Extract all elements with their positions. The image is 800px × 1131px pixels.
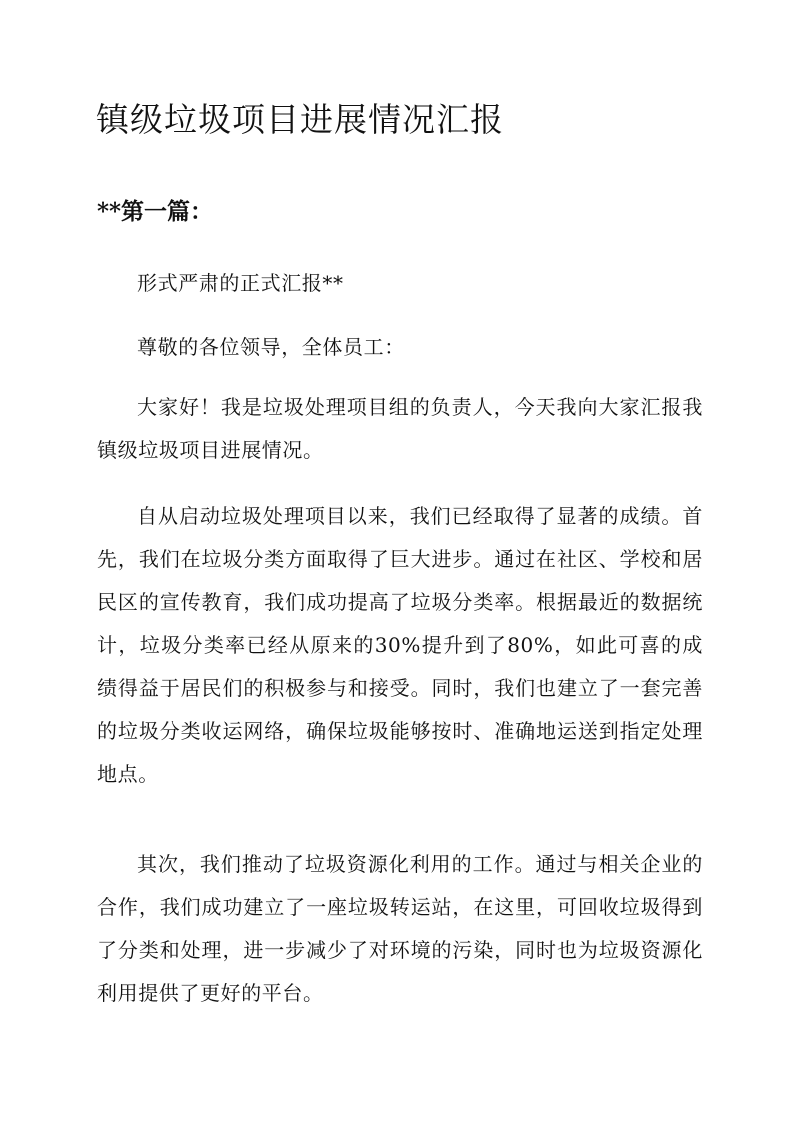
paragraph-resource-utilization: 其次，我们推动了垃圾资源化利用的工作。通过与相关企业的合作，我们成功建立了一座垃圾转运站，在这里，可回收垃圾得到了分类和处理，进一步减少了对环境的污染，同时也为垃圾资源化利用提供了更好的平台。 — [97, 852, 703, 1005]
document-title: 镇级垃圾项目进展情况汇报 — [96, 100, 504, 139]
paragraph-achievements: 自从启动垃圾处理项目以来，我们已经取得了显著的成绩。首先，我们在垃圾分类方面取得了巨大进步。通过在社区、学校和居民区的宣传教育，我们成功提高了垃圾分类率。根据最近的数据统计，垃圾分类率已经从原来的30%提升到了80%，如此可喜的成绩得益于居民们的积极参与和接受。同时，我们也建立了一套完善的垃圾分类收运网络，确保垃圾能够按时、准确地运送到指定处理地点。 — [97, 504, 703, 786]
paragraph-salutation: 尊敬的各位领导，全体员工： — [137, 335, 405, 359]
section-heading: **第一篇： — [97, 198, 214, 225]
paragraph-subtitle: 形式严肃的正式汇报** — [137, 271, 344, 295]
paragraph-greeting: 大家好！我是垃圾处理项目组的负责人，今天我向大家汇报我镇级垃圾项目进展情况。 — [97, 395, 703, 462]
